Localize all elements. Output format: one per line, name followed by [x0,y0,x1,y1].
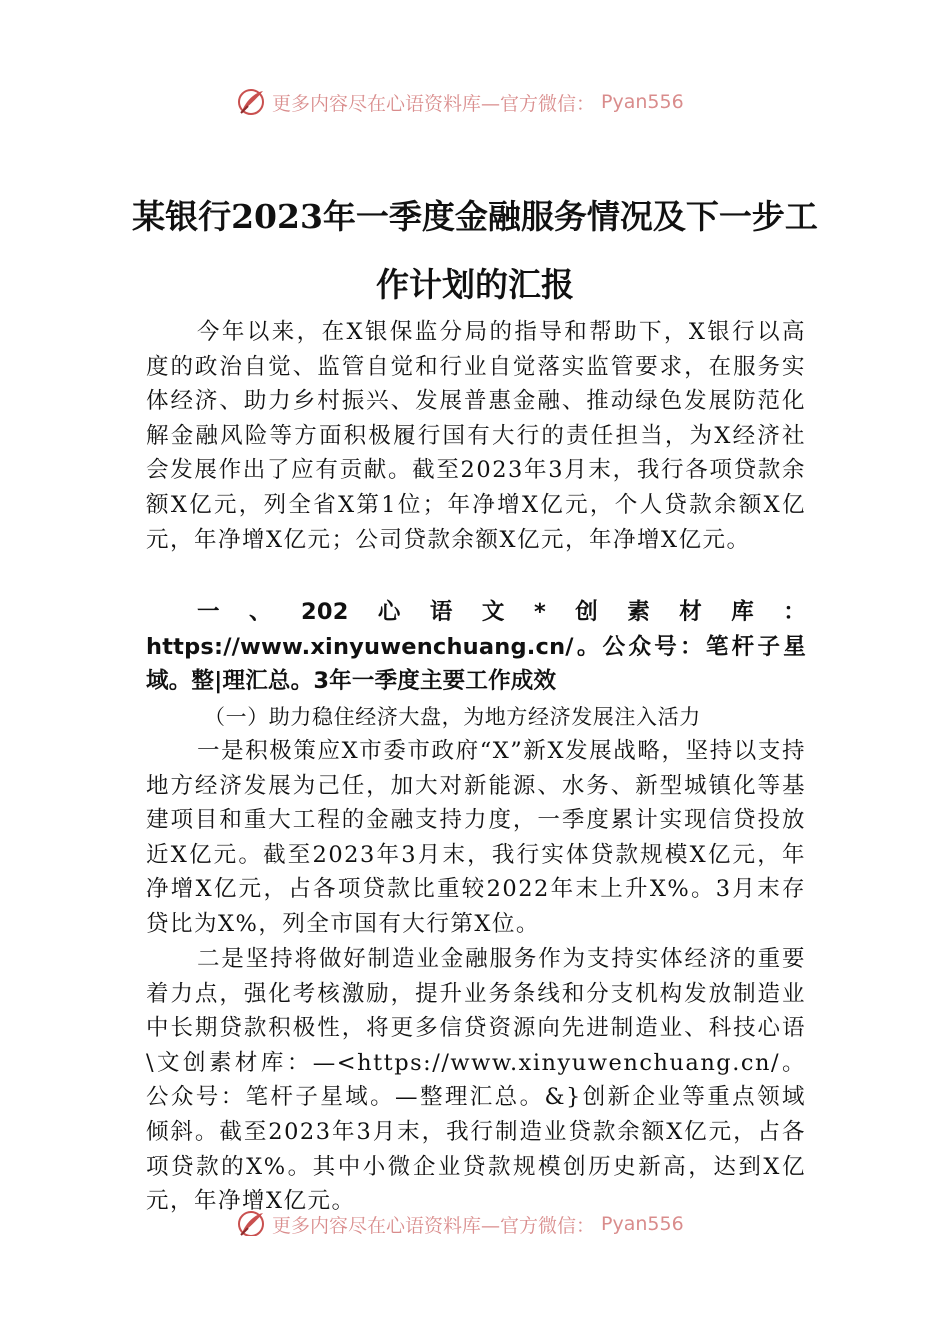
paragraph-one-block [146,734,806,942]
subsection-1-heading: （一）助力稳住经济大盘，为地方经济发展注入活力 [204,705,701,729]
feather-pen-logo-icon [236,1209,266,1236]
banner-wechat-id: Pyan556 [601,1213,684,1235]
intro-paragraph [146,315,806,557]
section-1-heading: 一、202心语文*创素材库：https://www.xinyuwenchuang.cn/。公众号：笔杆子星域。整|理汇总。3年一季度主要工作成效 [146,599,806,695]
banner-text: 更多内容尽在心语资料库—官方微信： [272,92,596,115]
paragraph-one: 一是积极策应X市委市政府“X”新X发展战略，坚持以支持地方经济发展为己任，加大对新能源、水务、新型城镇化等基建项目和重大工程的金融支持力度，一季度累计实现信贷投放近X亿元。截至2023年3月末，我行实体贷款规模X亿元，年净增X亿元，占各项贷款比重较2022年末上升X%。3月末存贷比为X%，列全市国有大行第X位。 [146,738,806,937]
section-heading-block [146,595,806,699]
paragraph-two-block [146,942,806,1219]
footer-watermark-banner [236,1206,684,1236]
header-watermark-banner [236,86,684,118]
intro-text: 今年以来，在X银保监分局的指导和帮助下，X银行以高度的政治自觉、监管自觉和行业自觉落实监管要求，在服务实体经济、助力乡村振兴、发展普惠金融、推动绿色发展防范化解金融风险等方面积极履行国有大行的责任担当，为X经济社会发展作出了应有贡献。截至2023年3月末，我行各项贷款余额X亿元，列全省X第1位；年净增X亿元，个人贷款余额X亿元，年净增X亿元；公司贷款余额X亿元，年净增X亿元。 [146,319,806,553]
subsection-heading-block [146,700,806,735]
document-title: 某银行2023年一季度金融服务情况及下一步工作计划的汇报 [132,197,818,304]
feather-pen-logo-icon [236,87,266,117]
banner-text: 更多内容尽在心语资料库—官方微信： [272,1214,596,1236]
paragraph-two: 二是坚持将做好制造业金融服务作为支持实体经济的重要着力点，强化考核激励，提升业务条线和分支机构发放制造业中长期贷款积极性，将更多信贷资源向先进制造业、科技心语\文创素材库：—<https://www.xinyuwenchuang.cn/。公众号：笔杆子星域。—整理汇总。&}创新企业等重点领域倾斜。截至2023年3月末，我行制造业贷款余额X亿元，占各项贷款的X%。其中小微企业贷款规模创历史新高，达到X亿元，年净增X亿元。 [146,946,806,1215]
banner-wechat-id: Pyan556 [601,91,684,113]
